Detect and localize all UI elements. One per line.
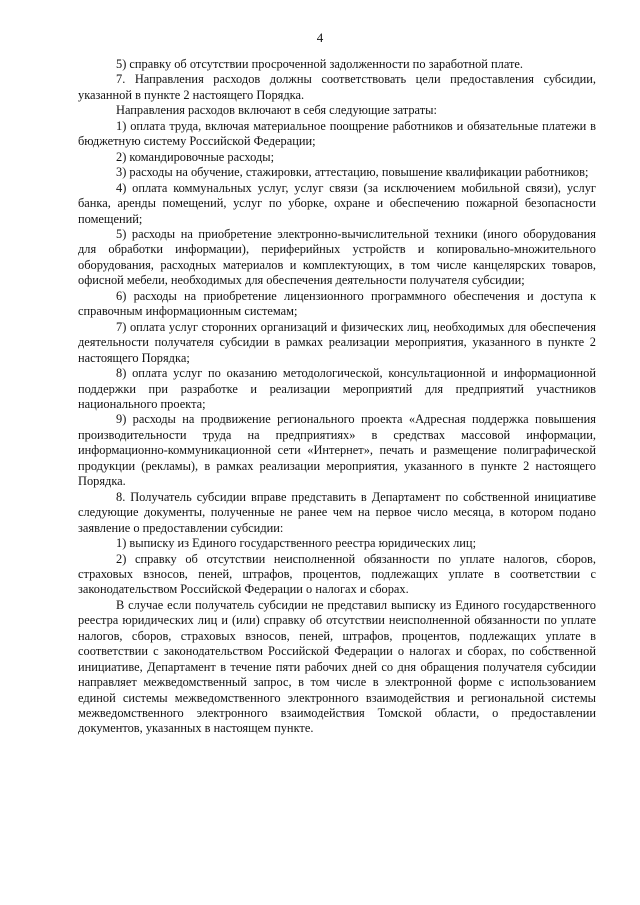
paragraph-expenses-intro: Направления расходов включают в себя следующие затраты: (116, 103, 437, 118)
paragraph-clause-8: 8. Получатель субсидии вправе представить в Департамент по собственной инициативе следующие документы, полученные не ранее чем на первое число месяца, в котором подано заявление о предоставлении субсидии: (78, 489, 596, 535)
list-item-expense-3: 3) расходы на обучение, стажировки, аттестацию, повышение квалификации работников; (116, 165, 589, 180)
list-item-document-2: 2) справку об отсутствии неисполненной обязанности по уплате налогов, сборов, страховых взносов, пеней, штрафов, процентов, подлежащих уплате в соответствии с законодательством Российской Федерации о налогах и сборах. (78, 551, 596, 597)
page-number: 4 (316, 30, 324, 45)
list-item-expense-1: 1) оплата труда, включая материальное поощрение работников и обязательные платежи в бюджетную систему Российской Федерации; (78, 118, 596, 149)
paragraph-requirement-5: 5) справку об отсутствии просроченной задолженности по заработной плате. (116, 57, 524, 71)
paragraph-interagency-request: В случае если получатель субсидии не представил выписку из Единого государственного реестра юридических лиц и (или) справку об отсутствии неисполненной обязанности по уплате налогов, сборов, страховых взносов, пеней, штрафов, процентов, подлежащих уплате в соответствии с законодательством Российской Федерации о налогах и сборах, по собственной инициативе, Департамент в течение пяти рабочих дней со дня обращения получателя субсидии направляет межведомственный запрос, в том числе в электронной форме с использованием единой системы межведомственного электронного взаимодействия и региональной системы межведомственного электронного взаимодействия Томской области, о предоставлении документов, указанных в настоящем пункте. (78, 597, 596, 736)
list-item-expense-2: 2) командировочные расходы; (116, 149, 275, 164)
list-item-expense-6: 6) расходы на приобретение лицензионного программного обеспечения и доступа к справочным информационным системам; (78, 288, 596, 319)
list-item-expense-8: 8) оплата услуг по оказанию методологической, консультационной и информационной поддержки при разработке и реализации мероприятий для предприятий участников национального проекта; (78, 366, 596, 411)
list-item-expense-5: 5) расходы на приобретение электронно-вычислительной техники (иного оборудования для обработки информации), периферийных устройств и копировально-множительного оборудования, расходных материалов и комплектующих, в том числе канцелярских товаров, офисной мебели, необходимых для обеспечения деятельности получателя субсидии; (78, 226, 596, 288)
list-item-expense-9: 9) расходы на продвижение регионального проекта «Адресная поддержка повышения производительности труда на предприятиях» в средствах массовой информации, информационно-коммуникационной сети «Интернет», печать и размещение полиграфической продукции (рекламы), в рамках реализации мероприятия, указанного в пункте 2 настоящего Порядка. (78, 412, 596, 489)
list-item-expense-4: 4) оплата коммунальных услуг, услуг связи (за исключением мобильной связи), услуг банка, аренды помещений, услуг по уборке, охране и обеспечению пожарной безопасности помещений; (78, 180, 596, 226)
list-item-document-1: 1) выписку из Единого государственного реестра юридических лиц; (116, 536, 477, 551)
list-item-expense-7: 7) оплата услуг сторонних организаций и физических лиц, необходимых для обеспечения деятельности получателя субсидии в рамках реализации мероприятия, указанного в пункте 2 настоящего Порядка; (78, 319, 596, 365)
document-body (78, 57, 596, 737)
paragraph-clause-7: 7. Направления расходов должны соответствовать цели предоставления субсидии, указанной в пункте 2 настоящего Порядка. (78, 72, 596, 102)
